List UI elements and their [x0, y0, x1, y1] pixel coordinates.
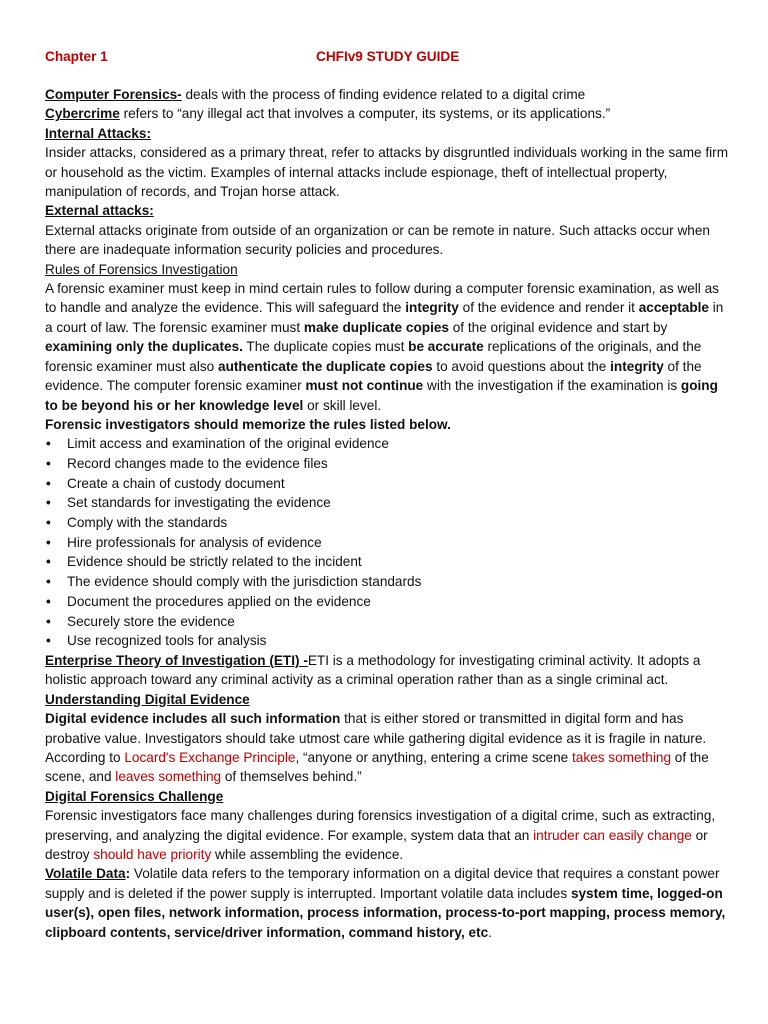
chapter-label: Chapter 1 [45, 49, 108, 64]
list-item: • Document the procedures applied on the evidence [45, 592, 730, 612]
rules-heading: Rules of Forensics Investigation [45, 261, 238, 277]
computer-forensics-term: Computer Forensics- [45, 87, 182, 102]
list-item: • Use recognized tools for analysis [45, 631, 730, 651]
internal-attacks-heading: Internal Attacks: [45, 125, 152, 141]
memorize-note: Forensic investigators should memorize the rules listed below. [45, 416, 451, 432]
list-item: • The evidence should comply with the jurisdiction standards [45, 572, 730, 592]
digital-evidence-text: Digital evidence includes all such information that is either stored or transmitted in digital form and has probative value. Investigators should take utmost care while gathering digital evidence as it is fragile in nature. According to Locard's Exchange Principle, “anyone or anything, entering a crime scene takes something of the scene, and leaves something of themselves behind.” [45, 711, 709, 785]
rules-paragraph: A forensic examiner must keep in mind certain rules to follow during a computer forensic examination, as well as to handle and analyze the evidence. This will safeguard the integrity of the evidence and render it acceptable in a court of law. The forensic examiner must make duplicate copies of the original evidence and start by examining only the duplicates. The duplicate copies must be accurate replications of the originals, and the forensic examiner must also authenticate the duplicate copies to avoid questions about the integrity of the evidence. The computer forensic examiner must not continue with the investigation if the examination is going to be beyond his or her knowledge level or skill level. [45, 281, 724, 413]
list-item: • Record changes made to the evidence files [45, 454, 730, 474]
external-attacks-text: External attacks originate from outside of an organization or can be remote in nature. Such attacks occur when there are inadequate information security policies and procedures. [45, 222, 710, 258]
volatile-data-text: Volatile Data: Volatile data refers to the temporary information on a digital device that requires a constant power supply and is deleted if the power supply is interrupted. Important volatile data includes system time, logged-on user(s), open files, network information, process information, process-to-port mapping, process memory, clipboard contents, service/driver information, command history, etc. [45, 866, 726, 940]
eti-term: Enterprise Theory of Investigation (ETI) - [45, 652, 308, 668]
list-item: • Set standards for investigating the evidence [45, 493, 730, 513]
document-title: CHFIv9 STUDY GUIDE [316, 49, 460, 64]
external-attacks-heading: External attacks: [45, 203, 154, 219]
list-item: • Create a chain of custody document [45, 474, 730, 494]
list-item: • Evidence should be strictly related to the incident [45, 552, 730, 572]
challenge-heading: Digital Forensics Challenge [45, 788, 224, 804]
internal-attacks-text: Insider attacks, considered as a primary threat, refer to attacks by disgruntled individuals working in the same firm or household as the victim. Examples of internal attacks include espionage, theft of intellectual property, manipulation of records, and Trojan horse attack. [45, 145, 729, 200]
list-item: • Hire professionals for analysis of evidence [45, 533, 730, 553]
rules-list [45, 434, 730, 651]
challenge-text: Forensic investigators face many challenges during forensics investigation of a digital crime, such as extracting, preserving, and analyzing the digital evidence. For example, system data that an intruder can easily change or destroy should have priority while assembling the evidence. [45, 808, 716, 862]
list-item: • Limit access and examination of the original evidence [45, 434, 730, 454]
digital-evidence-heading: Understanding Digital Evidence [45, 691, 250, 707]
computer-forensics-definition: Computer Forensics- deals with the process of finding evidence related to a digital crime [45, 87, 586, 102]
list-item: • Comply with the standards [45, 513, 730, 533]
page-header [45, 47, 730, 69]
cybercrime-definition: Cybercrime refers to “any illegal act that involves a computer, its systems, or its applications.” [45, 106, 611, 122]
volatile-data-term: Volatile Data [45, 866, 126, 882]
document-page [45, 47, 730, 942]
cybercrime-term: Cybercrime [45, 106, 120, 122]
eti-definition: Enterprise Theory of Investigation (ETI) -ETI is a methodology for investigating criminal activity. It adopts a holistic approach toward any criminal activity as a criminal operation rather than as a single criminal act. [45, 652, 701, 688]
list-item: • Securely store the evidence [45, 612, 730, 632]
